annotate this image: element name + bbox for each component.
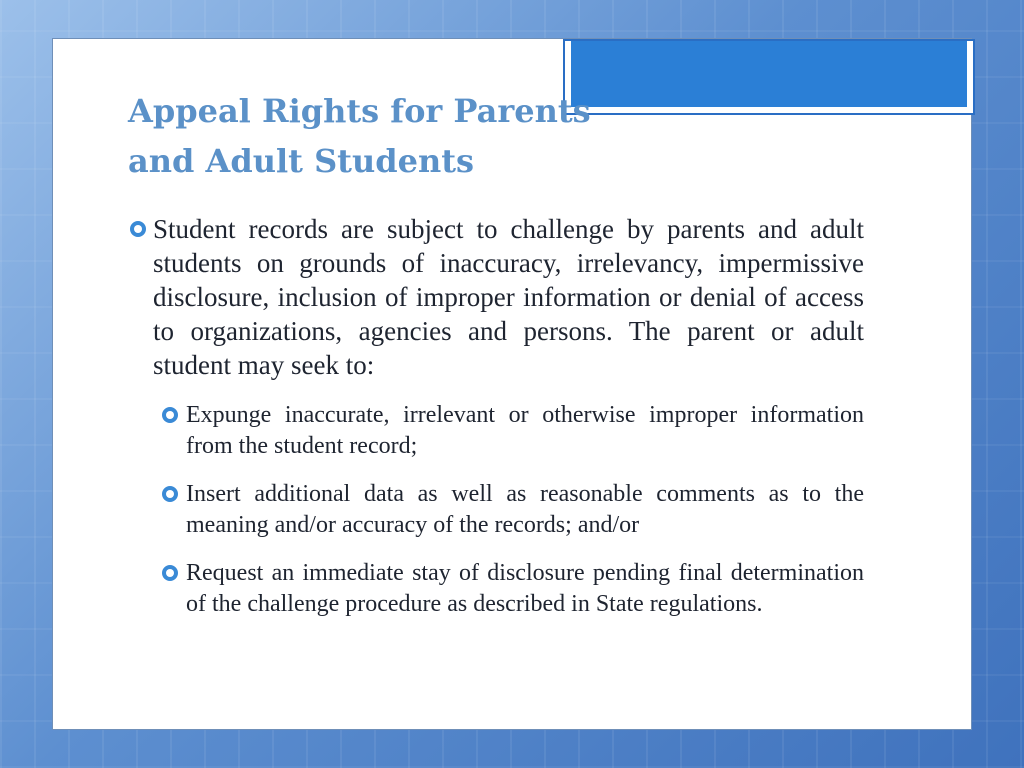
circle-bullet-icon	[162, 486, 178, 502]
sub-bullet	[128, 558, 864, 619]
slide-content	[128, 212, 864, 619]
sub-bullet-text: Request an immediate stay of disclosure pending final determination of the challenge procedure as described in State regulations.	[186, 560, 864, 617]
title-line-1: Appeal Rights for Parents	[128, 92, 591, 130]
slide-title	[128, 86, 728, 186]
circle-bullet-icon	[162, 407, 178, 423]
circle-bullet-icon	[162, 565, 178, 581]
sub-bullet	[128, 479, 864, 540]
title-line-2: and Adult Students	[128, 142, 475, 180]
sub-bullet	[128, 400, 864, 461]
sub-bullet-text: Insert additional data as well as reasonable comments as to the meaning and/or accuracy of the records; and/or	[186, 481, 864, 538]
sub-bullet-text: Expunge inaccurate, irrelevant or otherwise improper information from the student record;	[186, 402, 864, 459]
main-bullet	[128, 212, 864, 382]
circle-bullet-icon	[130, 221, 146, 237]
main-bullet-text: Student records are subject to challenge by parents and adult students on grounds of inaccuracy, irrelevancy, impermissive disclosure, inclusion of improper information or denial of access to organizations, agencies and persons. The parent or adult student may seek to:	[153, 214, 864, 380]
